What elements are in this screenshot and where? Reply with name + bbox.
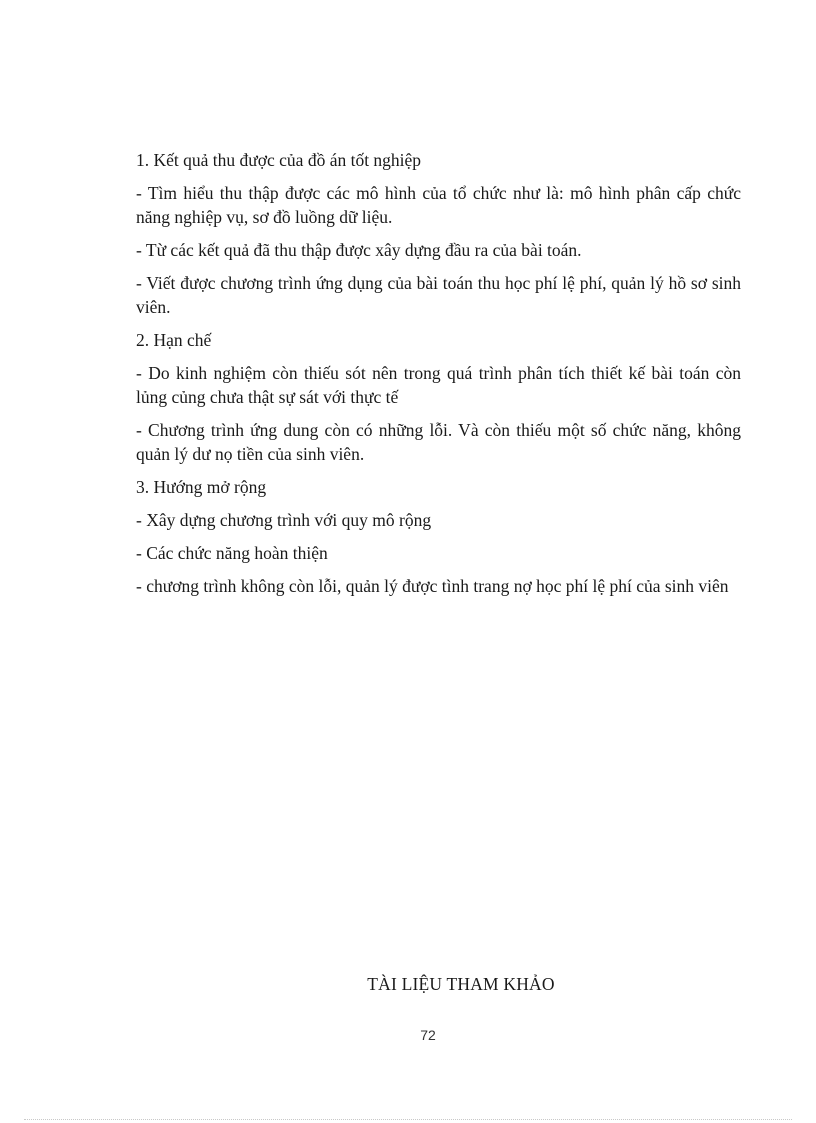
- section-heading-future-work: 3. Hướng mở rộng: [136, 477, 267, 497]
- section-heading-results: 1. Kết quả thu được của đồ án tốt nghiệp: [136, 150, 422, 170]
- paragraph: - Từ các kết quả đã thu thập được xây dựng đầu ra của bài toán.: [136, 240, 582, 260]
- page-number: 72: [420, 1027, 436, 1043]
- paragraph: - chương trình không còn lỗi, quản lý được tình trang nợ học phí lệ phí của sinh viên: [136, 576, 729, 596]
- body-text: [136, 148, 741, 607]
- page-bottom-edge: [24, 1119, 792, 1120]
- paragraph: - Xây dựng chương trình với quy mô rộng: [136, 510, 432, 530]
- paragraph: - Tìm hiểu thu thập được các mô hình của tổ chức như là: mô hình phân cấp chức năng nghiệp vụ, sơ đồ luồng dữ liệu.: [136, 183, 741, 227]
- paragraph: - Chương trình ứng dung còn có những lỗi. Và còn thiếu một số chức năng, không quản lý dư nọ tiền của sinh viên.: [136, 420, 741, 464]
- paragraph: - Do kinh nghiệm còn thiếu sót nên trong quá trình phân tích thiết kế bài toán còn lủng củng chưa thật sự sát với thực tế: [136, 363, 741, 407]
- paragraph: - Viết được chương trình ứng dụng của bài toán thu học phí lệ phí, quản lý hồ sơ sinh viên.: [136, 273, 741, 317]
- paragraph: - Các chức năng hoàn thiện: [136, 543, 328, 563]
- references-heading: TÀI LIỆU THAM KHẢO: [367, 974, 555, 994]
- section-heading-limitations: 2. Hạn chế: [136, 330, 212, 350]
